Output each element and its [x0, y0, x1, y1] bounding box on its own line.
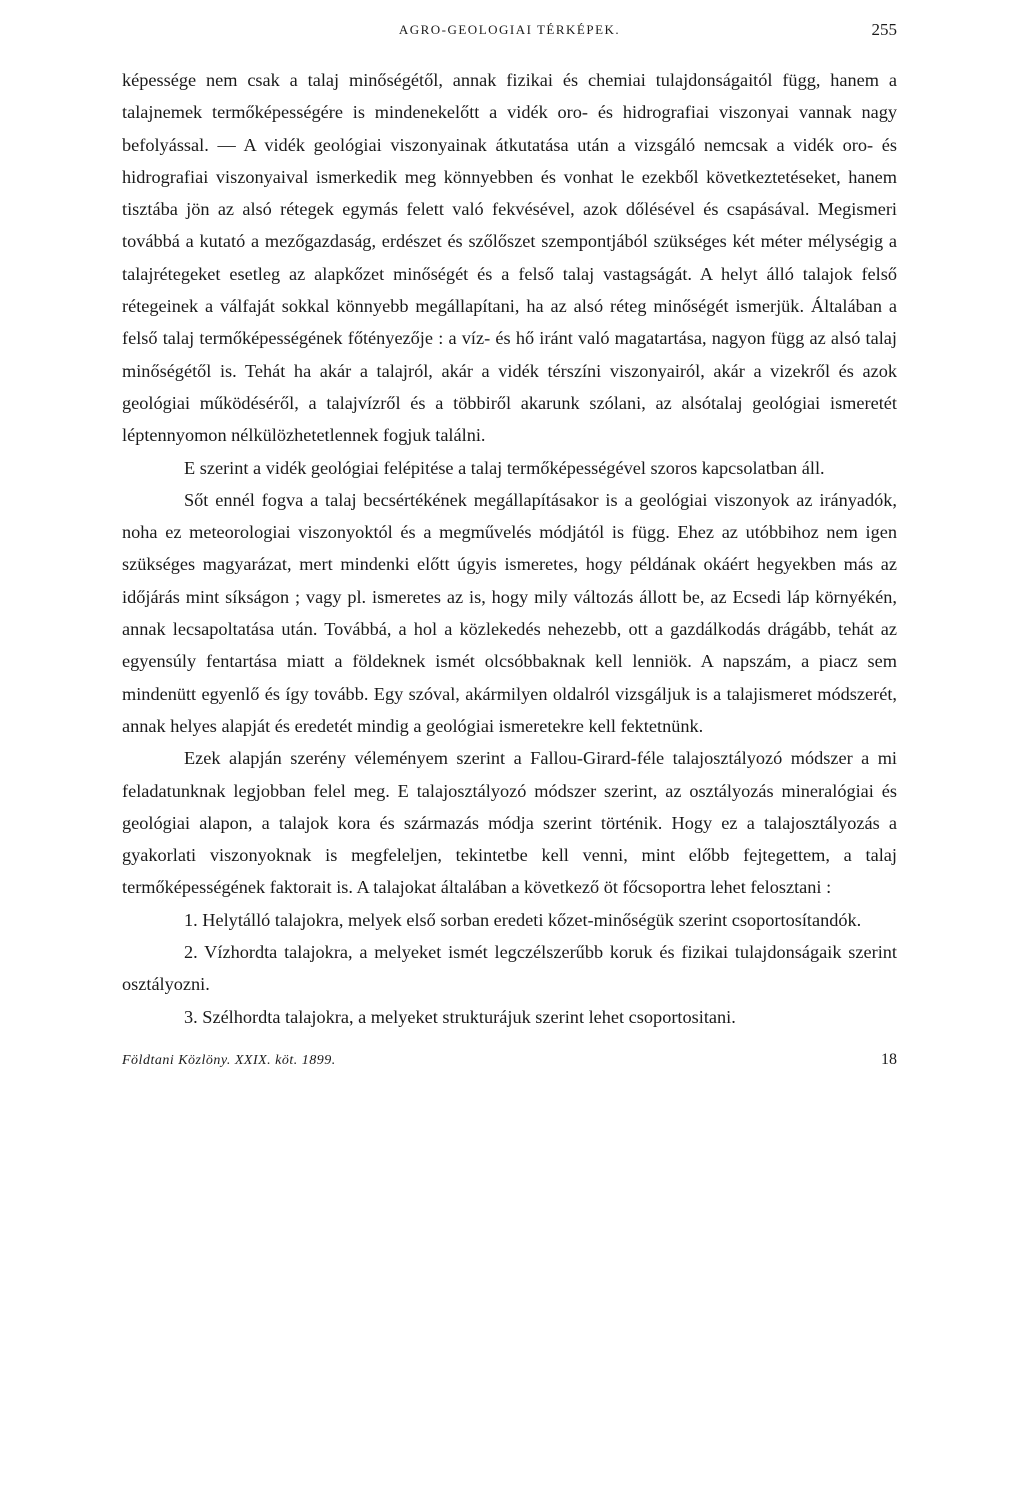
- page-footer: [122, 1050, 897, 1077]
- running-head: [122, 20, 897, 48]
- running-title: AGRO-GEOLOGIAI TÉRKÉPEK.: [398, 22, 621, 37]
- book-page: [122, 20, 897, 1077]
- paragraph: E szerint a vidék geológiai felépitése a talaj termőképességével szoros kapcsolatban áll.: [184, 457, 825, 478]
- signature-mark: 18: [881, 1050, 897, 1068]
- body-text: [122, 64, 897, 1033]
- page-number: 255: [871, 20, 897, 39]
- list-item: 2. Vízhordta talajokra, a melyeket ismét legczélszerűbb koruk és fizikai tulajdonságaik szerint osztályozni.: [122, 942, 897, 995]
- paragraph: Ezek alapján szerény véleményem szerint a Fallou-Girard-féle talajosztályozó módszer a mi feladatunknak legjobban felel meg. E talajosztályozó módszer szerint, az osztályozás mineralógiai és geológiai alapon, a talajok kora és származás módja szerint történik. Hogy ez a talajosztályozás a gyakorlati viszonyoknak is megfeleljen, tekintetbe kell venni, mint előbb fejtegettem, a talaj termőképességének faktorait is. A talajokat általában a következő öt főcsoportra lehet felosztani :: [122, 748, 897, 898]
- paragraph-continuation: képessége nem csak a talaj minőségétől, annak fizikai és chemiai tulajdonságaitól függ, hanem a talajnemek termőképességére is mindenekelőtt a vidék oro- és hidrografiai viszonyai vannak nagy befolyással. — A vidék geológiai viszonyainak átkutatása után a vizsgáló nemcsak a vidék oro- és hidrografiai viszonyaival ismerkedik meg könnyebben és vonhat le ezekből következtetéseket, hanem tisztába jön az alsó rétegek egymás felett való fekvésével, azok dőlésével és csapásával. Megismeri továbbá a kutató a mezőgazdaság, erdészet és szőlőszet szempontjából szükséges két méter mélységig a talajrétegeket esetleg az alapkőzet minőségét és a felső talaj vastagságát. A helyt álló talajok felső rétegeinek a válfaját sokkal könnyebb megállapítani, ha az alsó réteg minőségét ismerjük. Általában a felső talaj termőképességének főtényezője : a víz- és hő iránt való magatartása, nagyon függ az alsó talaj minőségétől is. Tehát ha akár a talajról, akár a vidék térszíni viszonyairól, akár a vizekről és azok geológiai működéséről, a talajvízről és a többiről akarunk szólani, az alsótalaj geológiai ismeretét léptennyomon nélkülözhetetlennek fogjuk találni.: [122, 70, 897, 446]
- paragraph: Sőt ennél fogva a talaj becsértékének megállapításakor is a geológiai viszonyok az irányadók, noha ez meteorologiai viszonyoktól és a megművelés módjától is függ. Ehez az utóbbihoz nem igen szükséges magyarázat, mert mindenki előtt úgyis ismeretes, hogy példának okáért hegyekben más az időjárás mint síkságon ; vagy pl. ismeretes az is, hogy mily változás állott be, az Ecsedi láp környékén, annak lecsapoltatása után. Továbbá, a hol a közlekedés nehezebb, ott a gazdálkodás drágább, tehát az egyensúly fentartása miatt a földeknek ismét olcsóbbaknak kell lenniök. A napszám, a piacz sem mindenütt egyenlő és így tovább. Egy szóval, akármilyen oldalról vizsgáljuk is a talajismeret módszerét, annak helyes alapját és eredetét mindig a geológiai ismeretekre kell fektetnünk.: [122, 489, 897, 736]
- list-item: 1. Helytálló talajokra, melyek első sorban eredeti kőzet-minőségük szerint csoportosítandók.: [184, 909, 862, 930]
- list-item: 3. Szélhordta talajokra, a melyeket strukturájuk szerint lehet csoportositani.: [184, 1006, 736, 1027]
- journal-citation: Földtani Közlöny. XXIX. köt. 1899.: [122, 1052, 336, 1068]
